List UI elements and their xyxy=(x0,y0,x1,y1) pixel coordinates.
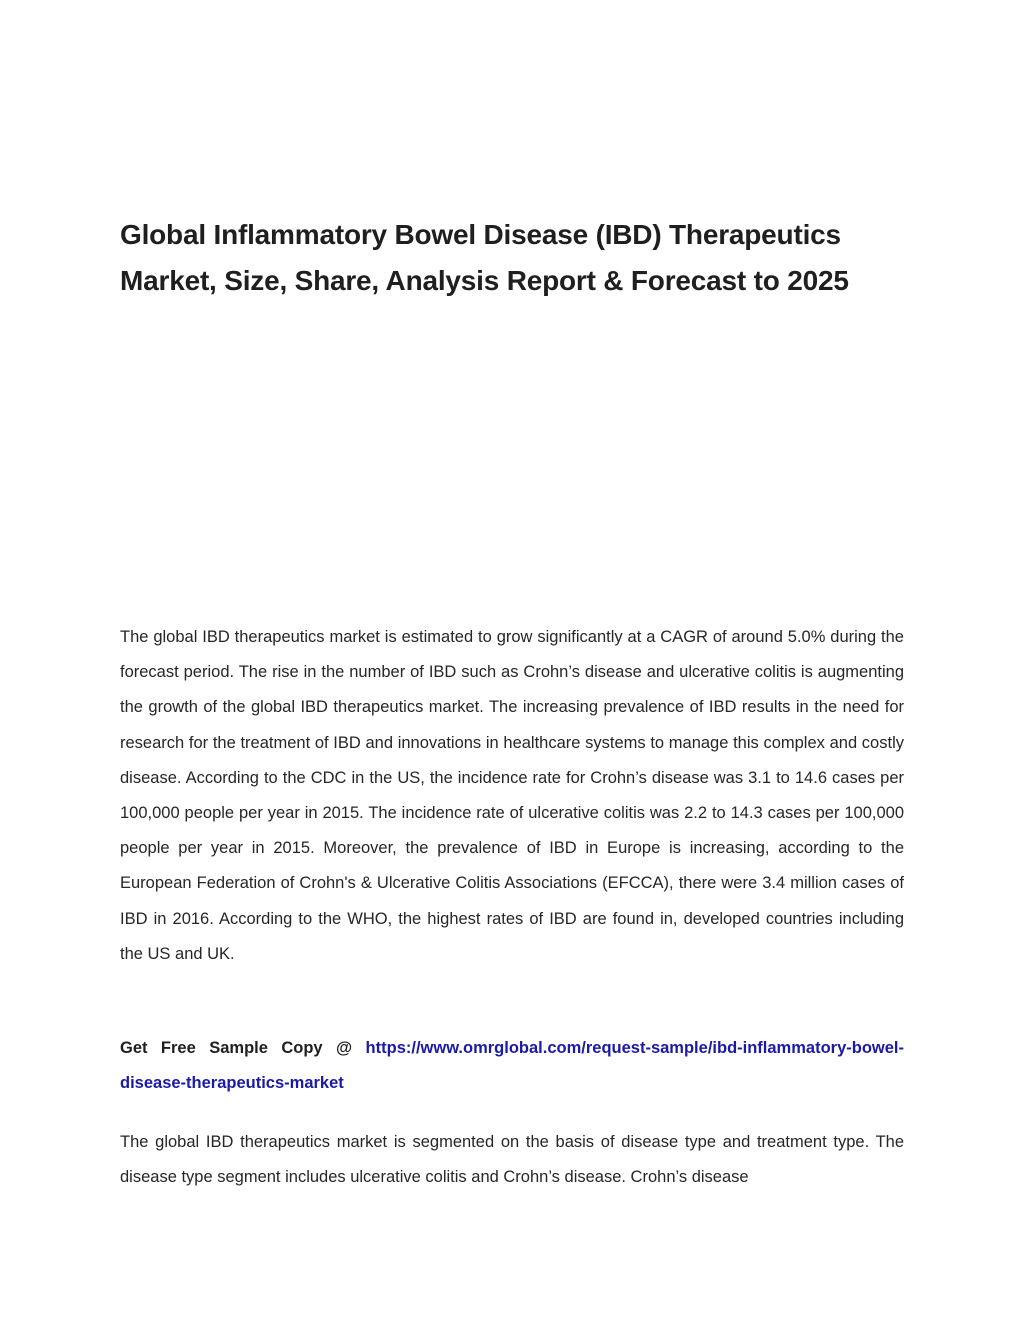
document-title: Global Inflammatory Bowel Disease (IBD) Therapeutics Market, Size, Share, Analysis Report & Forecast to 2025 xyxy=(120,219,849,296)
sample-copy-line xyxy=(120,1031,904,1101)
intro-paragraph: The global IBD therapeutics market is estimated to grow significantly at a CAGR of around 5.0% during the forecast period. The rise in the number of IBD such as Crohn’s disease and ulcerative colitis is augmenting the growth of the global IBD therapeutics market. The increasing prevalence of IBD results in the need for research for the treatment of IBD and innovations in healthcare systems to manage this complex and costly disease. According to the CDC in the US, the incidence rate for Crohn’s disease was 3.1 to 14.6 cases per 100,000 people per year in 2015. The incidence rate of ulcerative colitis was 2.2 to 14.3 cases per 100,000 people per year in 2015. Moreover, the prevalence of IBD in Europe is increasing, according to the European Federation of Crohn's & Ulcerative Colitis Associations (EFCCA), there were 3.4 million cases of IBD in 2016. According to the WHO, the highest rates of IBD are found in, developed countries including the US and UK. xyxy=(120,628,904,963)
sample-copy-label: Get Free Sample Copy @ xyxy=(120,1039,366,1057)
sample-request-link[interactable]: https://www.omrglobal.com/request-sample/ibd-inflammatory-bowel-disease-therapeutics-market xyxy=(120,1039,904,1093)
segmentation-paragraph: The global IBD therapeutics market is segmented on the basis of disease type and treatment type. The disease type segment includes ulcerative colitis and Crohn’s disease. Crohn’s disease xyxy=(120,1133,904,1187)
